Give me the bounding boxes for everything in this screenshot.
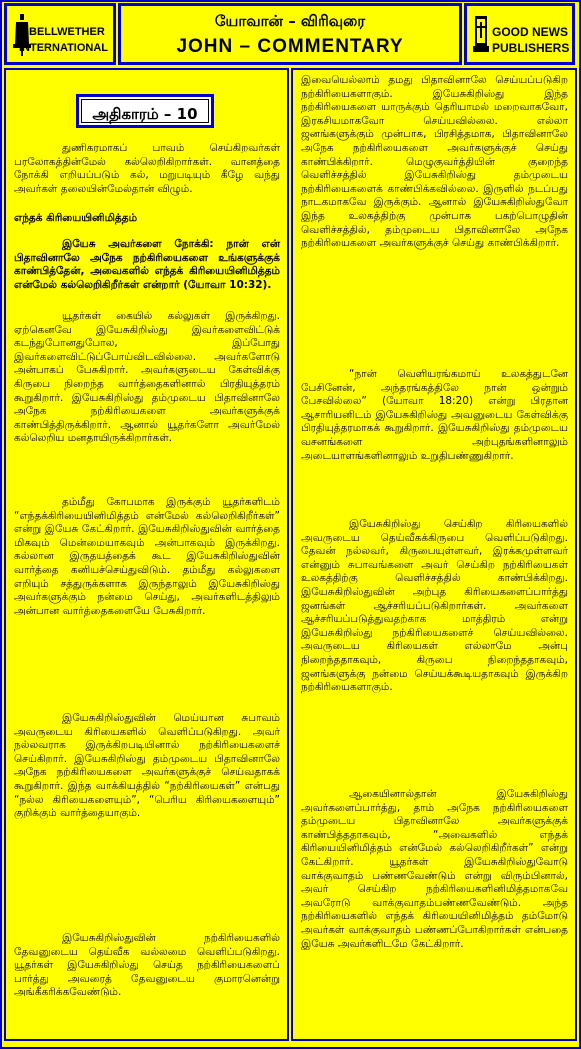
section-heading: எந்தக் கிரியையினிமித்தம் <box>14 212 138 224</box>
paragraph <box>14 496 280 618</box>
header <box>4 3 575 65</box>
chapter-label: அதிகாரம் – 10 <box>81 99 209 123</box>
logo-line2: PUBLISHERS <box>492 41 570 55</box>
left-column <box>4 68 289 1041</box>
paragraph <box>301 368 568 463</box>
paragraph-text: “நான் வெளியரங்கமாய் உலகத்துடனே பேசினேன், அந்தரங்கத்திலே நான் ஒன்றும் பேசவில்லை” (யோவா 18:20) என்று பிரதான ஆசாரியனிடம் இயேசுகிறிஸ்து அவனுடைய கேள்விக்கு பிரதியுத்தரமாகக் கூறுகிறார். இயேசுகிறிஸ்து தம்முடைய வசனங்களை அற்புதங்களினாலும் அடையாளங்களினாலும் உறுதிபண்ணுகிறார். <box>301 368 568 462</box>
chapter-label-box <box>76 94 214 128</box>
paragraph-text: தம்மீது கோபமாக இருக்கும் யூதர்களிடம் “எந்தக்கிரியையினிமித்தம் என்மேல் கல்லெறிகிறீர்கள்” என்று இயேசு கேட்கிறார். இயேசுகிறிஸ்துவின் வார்த்தை மிகவும் மென்மையாகவும் அன்பாகவும் இருக்கிறது. கல்லான இருதயத்தைக் கூட இயேசுகிறிஸ்துவின் வார்த்தை கனியச்செய்துவிடும். தம்மீது கல்லுகளை எறியும் சத்துருக்களாக இருந்தாலும் இயேசுகிறிஸ்து அவர்களுக்கும் நன்மை செய்து, அவர்களிடத்திலும் அன்பான வார்த்தைகளையே பேசுகிறார். <box>14 496 280 617</box>
publisher-logo-left <box>4 3 116 65</box>
right-column <box>291 68 577 1041</box>
paragraph <box>14 932 280 1000</box>
publisher-logo-right <box>464 3 575 65</box>
paragraph-text: இவையெல்லாம் தமது பிதாவினாலே செய்யப்படுகிற நற்கிரியைகளாகும். இயேசுகிறிஸ்து இந்த நற்கிரியைகளை யாருக்கும் தெரியாமல் மறைவாகவோ, இரகசியமாகவோ செய்யவில்லை. எல்லா ஜனங்களுக்கும் முன்பாக, பிரசித்தமாக, பிதாவினாலே அநேக நற்கிரியைகளை அவர்களுக்குச் செய்து காண்பிக்கிறார். மெழுகுவர்த்தியின் குறைந்த வெளிச்சத்தில் இயேசுகிறிஸ்து தம்முடைய நற்கிரியைகளைக் காண்பிக்கவில்லை. இருளில் நடப்பது நாடகமாகவே இருக்கும். ஆனால் இயேசுகிறிஸ்துவோ இந்த உலகத்திற்கு முன்பாக பகற்பொழுதின் வெளிச்சத்தில், தம்முடைய பிதாவினாலே அநேக நற்கிரியைகளை அவர்களுக்குச் செய்து காண்பிக்கிறார். <box>301 74 568 250</box>
logo-line1: BELLWETHER <box>29 26 105 38</box>
title-tamil: யோவான் – விரிவுரை <box>214 12 366 30</box>
paragraph <box>14 310 280 446</box>
paragraph <box>301 788 568 951</box>
scripture-verse <box>14 238 280 292</box>
paragraph-text: ஆகையினால்தான் இயேசுகிறிஸ்து அவர்களைப்பார்த்து, தாம் அநேக நற்கிரியைகளை தம்முடைய பிதாவினாலே அவர்களுக்குக் காண்பித்ததாகவும், “அவைகளில் எந்தக் கிரியையினிமித்தம் என்மேல் கல்லெறிகிறீர்கள்” என்று கேட்கிறார். யூதர்கள் இயேசுகிறிஸ்துவோடு வாக்குவாதம் பண்ணவேண்டும் என்று விரும்பினால், அவர் செய்கிற நற்கிரியைகளினிமித்தமாகவே அவரோடு வாக்குவாதம்பண்ணவேண்டும். அந்த நற்கிரியைகளில் எந்தக் கிரியையினிமித்தம் தம்மோடு அவர்கள் வாக்குவாதம் பண்ணப்போகிறார்கள் என்பதை இயேசு அவர்களிடமே கேட்கிறார். <box>301 788 568 950</box>
paragraph <box>301 74 568 251</box>
paragraph-text: துணிகரமாகப் பாவம் செய்கிறவர்கள் பரலோகத்தின்மேல் கல்லெறிகிறார்கள். வானத்தை நோக்கி எறியப்படும் கல், மறுபடியும் கீழே வந்து அவர்கள் தலையின்மேல்தான் விழும். <box>14 142 280 195</box>
paragraph-text: இயேசுகிறிஸ்து செய்கிற கிரியைகளில் அவருடைய தெய்வீகக்கிருபை வெளிப்படுகிறது. தேவன் நல்லவர், கிருபையுள்ளவர், இரக்கமுள்ளவர் என்னும் சுபாவங்களை அவர் செய்கிற நற்கிரியைகள் உலகத்திற்கு வெளிச்சத்தில் காண்பிக்கிறது. இயேசுகிறிஸ்துவின் அற்புத கிரியைகளைப்பார்த்து ஜனங்கள் ஆச்சரியப்படுகிறார்கள். அவர்களை ஆச்சரியப்படுத்துவதற்காக மாத்திரம் என்று இயேசுகிறிஸ்து நற்கிரியைகளைச் செய்யவில்லை. அவருடைய கிரியைகள் எல்லாமே அன்பு நிறைந்ததாகவும், கிருபை நிறைந்ததாகவும், ஜனங்களுக்கு நன்மை செய்யக்கூடியதாகவும் இருக்கிற நற்கிரியைகளாகும். <box>301 518 568 694</box>
paragraph <box>14 712 280 821</box>
paragraph-text: இயேசுகிறிஸ்துவின் மெய்யான சுபாவம் அவருடைய கிரியைகளில் வெளிப்படுகிறது. அவர் நல்லவராக இருக்கிறபடியினால் நற்கிரியைகளைச் செய்கிறார். இயேசுகிறிஸ்து தம்முடைய பிதாவினாலே அநேக நற்கிரியைகளை அவர்களுக்குச் செய்வதாகக் கூறுகிறார். இந்த வாக்கியத்தில் “நற்கிரியைகள்” என்பது “நல்ல கிரியைகளையும்”, “பெரிய கிரியைகளையும்” குறிக்கும் வார்த்தையாகும். <box>14 712 280 820</box>
book-icon <box>473 16 489 54</box>
paragraph-text: யூதர்கள் கையில் கல்லுகள் இருக்கிறது. ஏற்கெனவே இயேசுகிறிஸ்து இவர்களைவிட்டுக் கடந்துபோனதுபோல, இப்போது இவர்களைவிட்டுப்போய்விடவில்லை. அவர்களோடு அன்பாகப் பேசுகிறார். அவர்களுடைய கேள்விக்கு கிருபை நிறைந்த வார்த்தைகளினால் பிரதியுத்தரம் கூறுகிறார். இயேசுகிறிஸ்து தம்முடைய பிதாவினாலே அநேக நற்கிரியைகளை அவர்களுக்குக் காண்பித்திருக்கிறார். ஆனால் யூதர்களோ அவர்மேல் கல்லெறிய மனதாயிருக்கிறார்கள். <box>14 310 280 445</box>
title-english: JOHN – COMMENTARY <box>176 36 404 57</box>
paragraph-text: இயேசுகிறிஸ்துவின் நற்கிரியைகளில் தேவனுடைய தெய்வீக வல்லமை வெளிப்படுகிறது. யூதர்கள் இயேசுகிறிஸ்து செய்த நற்கிரியைகளைப் பார்த்து அவரைத் தேவனுடைய குமாரனென்று அங்கீகரிக்கவேண்டும். <box>14 932 280 999</box>
logo-line2: INTERNATIONAL <box>19 42 109 54</box>
logo-line1: GOOD NEWS <box>492 25 569 39</box>
paragraph <box>14 142 280 196</box>
title-box <box>118 3 462 65</box>
verse-text: இயேசு அவர்களை நோக்கி: நான் என் பிதாவினாலே அநேக நற்கிரியைகளை உங்களுக்குக் காண்பித்தேன், அவைகளில் எந்தக் கிரியையினிமித்தம் என்மேல் கல்லெறிகிறீர்கள் என்றார் (யோவா 10:32). <box>14 238 280 291</box>
paragraph <box>301 518 568 695</box>
